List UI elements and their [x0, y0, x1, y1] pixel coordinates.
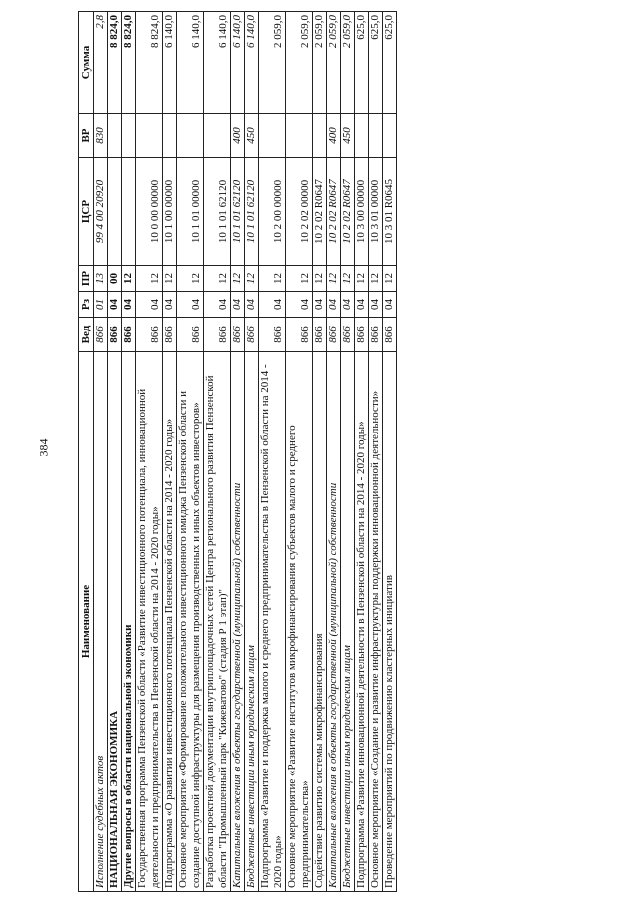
cell-name: Бюджетные инвестиции иным юридическим лицам — [245, 352, 259, 892]
cell-csr: 10 0 00 00000 — [136, 158, 163, 266]
cell-rz: 04 — [231, 292, 245, 318]
cell-ved: 866 — [108, 318, 122, 352]
cell-ved: 866 — [341, 318, 355, 352]
cell-ved: 866 — [231, 318, 245, 352]
cell-sum: 6 140,0 — [163, 12, 177, 114]
cell-ved: 866 — [355, 318, 369, 352]
cell-pr: 12 — [231, 266, 245, 292]
cell-sum: 2 059,0 — [259, 12, 286, 114]
cell-sum: 6 140,0 — [245, 12, 259, 114]
cell-csr: 10 2 02 R0647 — [327, 158, 341, 266]
cell-sum: 2 059,0 — [313, 12, 327, 114]
cell-csr: 10 3 00 00000 — [355, 158, 369, 266]
cell-csr: 10 2 02 00000 — [286, 158, 313, 266]
budget-table — [78, 11, 397, 892]
cell-name: Разработка проектной документации внутриплощадочных сетей Центра регионального развития Пензенской области "Промышленный парк "Кижеватово" (стадия Р 1 этап)" — [204, 352, 231, 892]
cell-sum: 2 059,0 — [286, 12, 313, 114]
cell-pr: 12 — [245, 266, 259, 292]
cell-name: Исполнение судебных актов — [94, 352, 108, 892]
cell-pr: 12 — [259, 266, 286, 292]
table-header-row — [79, 12, 94, 892]
cell-csr: 10 1 01 62120 — [231, 158, 245, 266]
cell-ved: 866 — [177, 318, 204, 352]
table-row — [177, 12, 204, 892]
cell-csr: 99 4 00 20920 — [94, 158, 108, 266]
cell-ved: 866 — [245, 318, 259, 352]
cell-ved: 866 — [286, 318, 313, 352]
cell-vr: 830 — [94, 114, 108, 158]
cell-rz: 04 — [136, 292, 163, 318]
cell-vr — [136, 114, 163, 158]
header-rz: Рз — [79, 292, 94, 318]
cell-ved: 866 — [259, 318, 286, 352]
cell-csr: 10 2 00 00000 — [259, 158, 286, 266]
cell-csr: 10 2 02 R0647 — [313, 158, 327, 266]
cell-sum: 8 824,0 — [108, 12, 122, 114]
cell-sum: 6 140,0 — [204, 12, 231, 114]
cell-pr: 00 — [108, 266, 122, 292]
table-row — [313, 12, 327, 892]
cell-ved: 866 — [122, 318, 136, 352]
cell-rz: 04 — [122, 292, 136, 318]
cell-name: Основное мероприятие «Создание и развитие инфраструктуры поддержки инновационной деятельности» — [369, 352, 383, 892]
cell-rz: 04 — [259, 292, 286, 318]
cell-pr: 12 — [383, 266, 397, 292]
cell-ved: 866 — [204, 318, 231, 352]
cell-vr — [177, 114, 204, 158]
cell-ved: 866 — [313, 318, 327, 352]
table-row — [122, 12, 136, 892]
table-row — [108, 12, 122, 892]
cell-rz: 04 — [245, 292, 259, 318]
table-row — [245, 12, 259, 892]
cell-csr: 10 3 01 R0645 — [383, 158, 397, 266]
cell-vr — [313, 114, 327, 158]
cell-rz: 04 — [341, 292, 355, 318]
table-row — [163, 12, 177, 892]
cell-pr: 12 — [369, 266, 383, 292]
table-row — [231, 12, 245, 892]
cell-csr: 10 1 00 00000 — [163, 158, 177, 266]
table-row — [204, 12, 231, 892]
cell-vr: 400 — [231, 114, 245, 158]
header-pr: ПР — [79, 266, 94, 292]
header-csr: ЦСР — [79, 158, 94, 266]
cell-csr: 10 1 01 62120 — [204, 158, 231, 266]
table-row — [259, 12, 286, 892]
cell-pr: 12 — [163, 266, 177, 292]
cell-rz: 04 — [383, 292, 397, 318]
cell-vr — [122, 114, 136, 158]
header-sum: Сумма — [79, 12, 94, 114]
cell-vr — [163, 114, 177, 158]
cell-pr: 12 — [313, 266, 327, 292]
cell-sum: 6 140,0 — [231, 12, 245, 114]
cell-vr — [108, 114, 122, 158]
cell-pr: 12 — [204, 266, 231, 292]
cell-pr: 12 — [177, 266, 204, 292]
cell-rz: 04 — [355, 292, 369, 318]
table-row — [327, 12, 341, 892]
cell-vr — [286, 114, 313, 158]
cell-ved: 866 — [369, 318, 383, 352]
cell-csr: 10 1 01 00000 — [177, 158, 204, 266]
cell-csr — [122, 158, 136, 266]
table-body — [94, 12, 397, 892]
cell-name: Основное мероприятие «Формирование положительного инвестиционного имиджа Пензенской области и создание доступной инфраструктуры для размещения производственных и иных объектов инвесторов» — [177, 352, 204, 892]
cell-vr — [204, 114, 231, 158]
cell-ved: 866 — [136, 318, 163, 352]
cell-vr: 450 — [245, 114, 259, 158]
cell-sum: 2,8 — [94, 12, 108, 114]
cell-pr: 12 — [327, 266, 341, 292]
cell-sum: 625,0 — [383, 12, 397, 114]
cell-name: Капитальные вложения в объекты государственной (муниципальной) собственности — [327, 352, 341, 892]
cell-csr: 10 3 01 00000 — [369, 158, 383, 266]
cell-vr — [355, 114, 369, 158]
cell-vr: 400 — [327, 114, 341, 158]
budget-table-container — [78, 12, 556, 892]
table-row — [136, 12, 163, 892]
cell-rz: 04 — [163, 292, 177, 318]
table-row — [355, 12, 369, 892]
header-name: Наименование — [79, 352, 94, 892]
cell-name: Подпрограмма «Развитие инновационной деятельности в Пензенской области на 2014 - 2020 годы» — [355, 352, 369, 892]
cell-name: Государственная программа Пензенской области «Развитие инвестиционного потенциала, инновационной деятельности и предпринимательства в Пензенской области на 2014 - 2020 годы» — [136, 352, 163, 892]
table-row — [94, 12, 108, 892]
table-row — [341, 12, 355, 892]
cell-pr: 12 — [341, 266, 355, 292]
cell-pr: 12 — [286, 266, 313, 292]
cell-name: Подпрограмма «Развитие и поддержка малого и среднего предпринимательства в Пензенской области на 2014 - 2020 годы» — [259, 352, 286, 892]
page-number: 384 — [36, 438, 51, 457]
cell-csr: 10 2 02 R0647 — [341, 158, 355, 266]
cell-name: Проведение мероприятий по продвижению кластерных инициатив — [383, 352, 397, 892]
cell-rz: 04 — [327, 292, 341, 318]
cell-sum: 2 059,0 — [327, 12, 341, 114]
cell-pr: 12 — [136, 266, 163, 292]
cell-name: Основное мероприятие «Развитие институтов микрофинансирования субъектов малого и среднего предпринимательства» — [286, 352, 313, 892]
cell-rz: 04 — [313, 292, 327, 318]
cell-sum: 2 059,0 — [341, 12, 355, 114]
table-row — [286, 12, 313, 892]
cell-ved: 866 — [94, 318, 108, 352]
cell-sum: 8 824,0 — [136, 12, 163, 114]
cell-name: НАЦИОНАЛЬНАЯ ЭКОНОМИКА — [108, 352, 122, 892]
cell-rz: 04 — [204, 292, 231, 318]
cell-sum: 625,0 — [369, 12, 383, 114]
cell-name: Бюджетные инвестиции иным юридическим лицам — [341, 352, 355, 892]
cell-vr — [383, 114, 397, 158]
cell-csr: 10 1 01 62120 — [245, 158, 259, 266]
cell-pr: 13 — [94, 266, 108, 292]
cell-pr: 12 — [355, 266, 369, 292]
cell-ved: 866 — [383, 318, 397, 352]
cell-ved: 866 — [327, 318, 341, 352]
header-ved: Вед — [79, 318, 94, 352]
cell-pr: 12 — [122, 266, 136, 292]
cell-rz: 04 — [369, 292, 383, 318]
cell-sum: 8 824,0 — [122, 12, 136, 114]
cell-rz: 04 — [177, 292, 204, 318]
cell-vr — [259, 114, 286, 158]
cell-csr — [108, 158, 122, 266]
cell-sum: 6 140,0 — [177, 12, 204, 114]
cell-rz: 04 — [286, 292, 313, 318]
cell-ved: 866 — [163, 318, 177, 352]
cell-name: Капитальные вложения в объекты государственной (муниципальной) собственности — [231, 352, 245, 892]
header-vr: ВР — [79, 114, 94, 158]
table-row — [383, 12, 397, 892]
cell-name: Другие вопросы в области национальной экономики — [122, 352, 136, 892]
cell-rz: 01 — [94, 292, 108, 318]
table-row — [369, 12, 383, 892]
cell-vr — [369, 114, 383, 158]
cell-name: Подпрограмма «О развитии инвестиционного потенциала Пензенской области на 2014 - 2020 годы» — [163, 352, 177, 892]
cell-rz: 04 — [108, 292, 122, 318]
cell-sum: 625,0 — [355, 12, 369, 114]
cell-vr: 450 — [341, 114, 355, 158]
cell-name: Содействие развитию системы микрофинансирования — [313, 352, 327, 892]
